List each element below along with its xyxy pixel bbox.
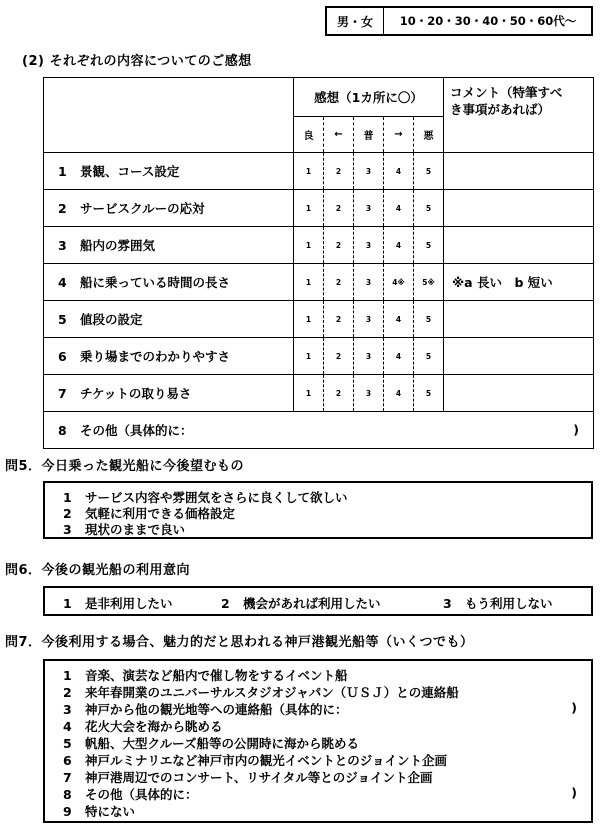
impressions-table	[43, 77, 594, 449]
scale-option[interactable]: 2	[324, 153, 354, 190]
other-row[interactable]: 8 その他（具体的に： )	[44, 412, 594, 449]
scale-option[interactable]: 2	[324, 190, 354, 227]
q6-option[interactable]: 2 機会があれば利用したい	[221, 596, 381, 611]
table-row	[44, 153, 594, 190]
table-row-other	[44, 412, 594, 449]
scale-option[interactable]: 5※	[414, 264, 444, 301]
item-label: 5 値段の設定	[44, 301, 294, 338]
comment-header-line1: コメント（特筆すべ	[450, 85, 563, 100]
sense-header: 感想（1カ所に〇）	[294, 78, 444, 117]
q7-option[interactable]: 6 神戸ルミナリエなど神戸市内の観光イベントとのジョイント企画	[63, 753, 448, 768]
scale-option[interactable]: 4	[384, 227, 414, 264]
age-choice[interactable]: 10・20・30・40・50・60代〜	[399, 14, 577, 28]
q5-option[interactable]: 1 サービス内容や雰囲気をさらに良くして欲しい	[63, 490, 348, 505]
scale-option[interactable]: 4	[384, 338, 414, 375]
item-label: 1 景観、コース設定	[44, 153, 294, 190]
table-row	[44, 301, 594, 338]
scale-option[interactable]: 5	[414, 153, 444, 190]
scale-option[interactable]: 5	[414, 227, 444, 264]
scale-option[interactable]: 3	[354, 153, 384, 190]
q6-heading: 問6．今後の観光船の利用意向	[5, 563, 191, 578]
q6-options-box	[43, 586, 593, 616]
q6-option[interactable]: 1 是非利用したい	[63, 596, 173, 611]
table-row	[44, 190, 594, 227]
scale-option[interactable]: 5	[414, 375, 444, 412]
q7-option[interactable]: 4 花火大会を海から眺める	[63, 719, 223, 734]
q7-options-box	[43, 659, 593, 823]
scale-option[interactable]: 2	[324, 301, 354, 338]
q5-heading: 問5．今日乗った観光船に今後望むもの	[5, 459, 245, 474]
scale-label-right-arrow: →	[384, 117, 414, 153]
comment-header-line2: き事項があれば）	[450, 102, 551, 117]
item-label: 6 乗り場までのわかりやすさ	[44, 338, 294, 375]
scale-option[interactable]: 3	[354, 301, 384, 338]
scale-label-neutral: 普	[354, 117, 384, 153]
comment-cell[interactable]	[444, 301, 594, 338]
q7-option[interactable]: 7 神戸港周辺でのコンサート、リサイタル等とのジョイント企画	[63, 770, 433, 785]
scale-option[interactable]: 1	[294, 153, 324, 190]
scale-option[interactable]: 5	[414, 338, 444, 375]
table-row	[44, 375, 594, 412]
comment-cell[interactable]	[444, 153, 594, 190]
section2-heading: (2) それぞれの内容についてのご感想	[22, 54, 252, 69]
q7-option[interactable]: 5 帆船、大型クルーズ船等の公開時に海から眺める	[63, 736, 360, 751]
scale-option[interactable]: 1	[294, 227, 324, 264]
item-label: 4 船に乗っている時間の長さ	[44, 264, 294, 301]
comment-cell[interactable]	[444, 375, 594, 412]
q7-option[interactable]: 2 来年春開業のユニバーサルスタジオジャパン（ＵＳＪ）との連絡船	[63, 685, 459, 700]
q7-option[interactable]: 9 特にない	[63, 804, 136, 819]
q5-options-box	[43, 481, 593, 539]
scale-option[interactable]: 1	[294, 338, 324, 375]
sex-choice[interactable]: 男・女	[327, 8, 384, 34]
q7-heading: 問7．今後利用する場合、魅力的だと思われる神戸港観光船等（いくつでも）	[5, 635, 474, 650]
scale-option[interactable]: 3	[354, 190, 384, 227]
item-label: 3 船内の雰囲気	[44, 227, 294, 264]
scale-option[interactable]: 4※	[384, 264, 414, 301]
table-row	[44, 227, 594, 264]
scale-option[interactable]: 3	[354, 375, 384, 412]
scale-option[interactable]: 4	[384, 375, 414, 412]
scale-option[interactable]: 2	[324, 227, 354, 264]
scale-option[interactable]: 1	[294, 264, 324, 301]
item-label: 7 チケットの取り易さ	[44, 375, 294, 412]
scale-option[interactable]: 4	[384, 153, 414, 190]
demographics-box	[325, 6, 593, 36]
scale-option[interactable]: 4	[384, 190, 414, 227]
scale-option[interactable]: 1	[294, 301, 324, 338]
q5-option[interactable]: 2 気軽に利用できる価格設定	[63, 506, 236, 521]
scale-option[interactable]: 2	[324, 338, 354, 375]
table-corner	[44, 78, 294, 153]
q7-option[interactable]: 8 その他（具体的に： )	[63, 785, 577, 802]
comment-cell[interactable]	[444, 227, 594, 264]
scale-option[interactable]: 1	[294, 190, 324, 227]
scale-option[interactable]: 3	[354, 338, 384, 375]
scale-option[interactable]: 3	[354, 227, 384, 264]
comment-cell[interactable]	[444, 338, 594, 375]
q7-option[interactable]: 3 神戸から他の観光地等への連絡船（具体的に： )	[63, 700, 577, 717]
scale-label-good: 良	[294, 117, 324, 153]
q6-option[interactable]: 3 もう利用しない	[443, 596, 553, 611]
table-row	[44, 338, 594, 375]
scale-option[interactable]: 5	[414, 190, 444, 227]
scale-label-bad: 悪	[414, 117, 444, 153]
comment-header	[444, 78, 594, 153]
scale-option[interactable]: 4	[384, 301, 414, 338]
q7-option[interactable]: 1 音楽、演芸など船内で催し物をするイベント船	[63, 668, 348, 683]
table-row	[44, 264, 594, 301]
scale-option[interactable]: 3	[354, 264, 384, 301]
scale-label-left-arrow: ←	[324, 117, 354, 153]
scale-option[interactable]: 5	[414, 301, 444, 338]
scale-option[interactable]: 2	[324, 375, 354, 412]
comment-cell[interactable]: ※a 長い b 短い	[444, 264, 594, 301]
comment-cell[interactable]	[444, 190, 594, 227]
q5-option[interactable]: 3 現状のままで良い	[63, 522, 186, 537]
scale-option[interactable]: 2	[324, 264, 354, 301]
scale-option[interactable]: 1	[294, 375, 324, 412]
item-label: 2 サービスクルーの応対	[44, 190, 294, 227]
